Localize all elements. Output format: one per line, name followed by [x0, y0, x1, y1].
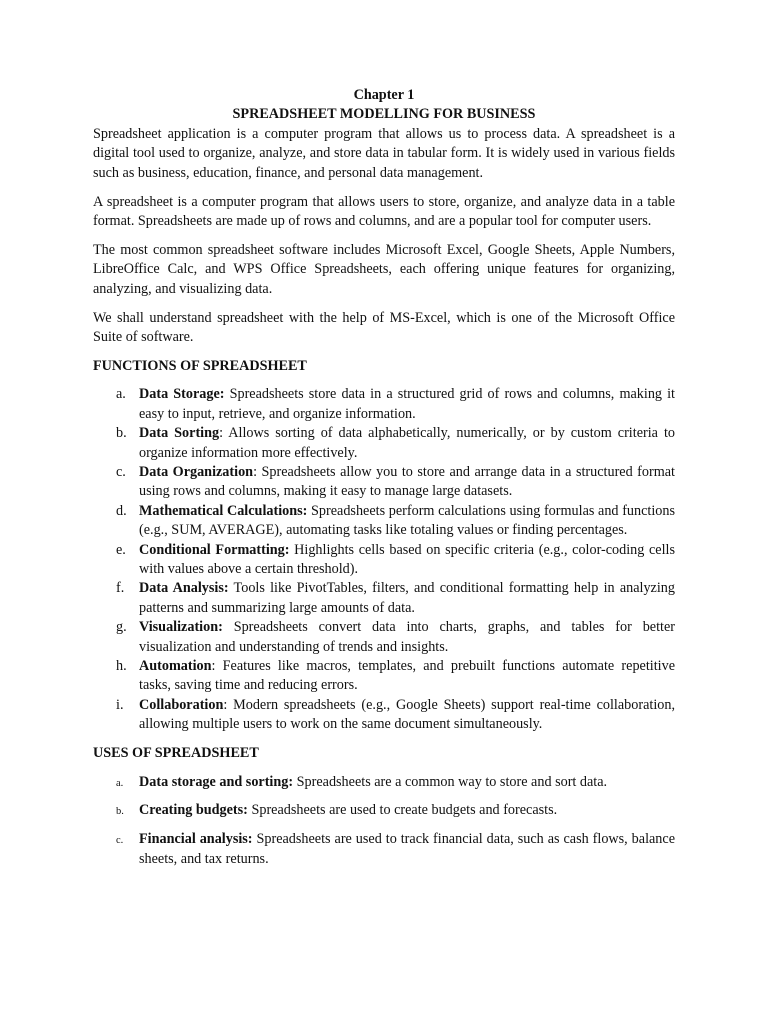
- document-page: [93, 86, 675, 879]
- item-text: : Modern spreadsheets (e.g., Google Sheets) support real-time collaboration, allowing multiple users to work on the same document simultaneously.: [139, 696, 675, 733]
- item-term: Data storage and sorting:: [139, 773, 294, 790]
- list-marker: g.: [116, 619, 127, 636]
- intro-paragraph-1: Spreadsheet application is a computer program that allows us to process data. A spreadsheet is a digital tool used to organize, analyze, and store data in tabular form. It is widely used in various fields such as business, education, finance, and personal data management.: [93, 125, 675, 181]
- list-marker: a.: [116, 777, 124, 789]
- list-item: [93, 773, 675, 792]
- item-text: Tools like PivotTables, filters, and conditional formatting help in analyzing patterns and summarizing large amounts of data.: [139, 580, 675, 616]
- item-term: Collaboration: [139, 696, 224, 713]
- item-term: Mathematical Calculations:: [139, 502, 308, 519]
- item-text: Spreadsheets perform calculations using formulas and functions (e.g., SUM, AVERAGE), automating tasks like totaling values or finding percentages.: [139, 502, 675, 539]
- item-term: Data Storage:: [139, 386, 225, 403]
- list-item: [93, 579, 675, 618]
- item-term: Financial analysis:: [139, 831, 253, 848]
- list-item: [93, 463, 675, 502]
- list-marker: d.: [116, 502, 127, 519]
- list-item: [93, 657, 675, 696]
- intro-paragraph-3: The most common spreadsheet software includes Microsoft Excel, Google Sheets, Apple Numbers, LibreOffice Calc, and WPS Office Spreadsheets, each offering unique features for organizing, analyzing, and visualizing data.: [93, 241, 675, 297]
- uses-list: [93, 773, 675, 870]
- list-marker: b.: [116, 425, 127, 442]
- list-item: [93, 424, 675, 463]
- list-marker: a.: [116, 386, 126, 403]
- list-item: [93, 696, 675, 735]
- item-text: Spreadsheets are used to create budgets and forecasts.: [247, 802, 558, 819]
- item-text: : Spreadsheets allow you to store and arrange data in a structured format using rows and columns, making it easy to manage large datasets.: [139, 463, 675, 500]
- item-text: Spreadsheets are used to track financial data, such as cash flows, balance sheets, and tax returns.: [139, 831, 675, 867]
- chapter-number: Chapter 1: [353, 87, 415, 103]
- item-text: Spreadsheets are a common way to store and sort data.: [293, 773, 608, 790]
- item-text: Highlights cells based on specific criteria (e.g., color-coding cells with values above a certain threshold).: [139, 541, 676, 577]
- intro-paragraph-4: We shall understand spreadsheet with the help of MS-Excel, which is one of the Microsoft Office Suite of software.: [93, 309, 675, 345]
- list-item: [93, 830, 675, 869]
- functions-list: [93, 385, 675, 734]
- item-term: Data Analysis:: [139, 580, 229, 597]
- list-item: [93, 385, 675, 424]
- functions-heading: FUNCTIONS OF SPREADSHEET: [93, 357, 307, 374]
- list-marker: f.: [116, 580, 125, 597]
- list-marker: b.: [116, 806, 124, 818]
- item-text: : Features like macros, templates, and prebuilt functions automate repetitive tasks, saving time and reducing errors.: [139, 657, 675, 694]
- item-term: Automation: [139, 657, 212, 674]
- list-marker: i.: [116, 696, 124, 713]
- item-text: : Allows sorting of data alphabetically, numerically, or by custom criteria to organize information more effectively.: [139, 425, 675, 461]
- list-marker: c.: [116, 463, 126, 480]
- uses-heading: USES OF SPREADSHEET: [93, 745, 259, 762]
- item-term: Conditional Formatting:: [139, 541, 290, 558]
- list-marker: c.: [116, 835, 124, 847]
- item-term: Creating budgets:: [139, 802, 248, 819]
- item-text: Spreadsheets store data in a structured grid of rows and columns, making it easy to input, retrieve, and organize information.: [139, 386, 675, 422]
- list-marker: h.: [116, 657, 127, 674]
- list-item: [93, 502, 675, 541]
- item-term: Data Sorting: [139, 425, 220, 442]
- list-item: [93, 801, 675, 820]
- item-term: Visualization:: [139, 619, 223, 636]
- item-term: Data Organization: [139, 463, 254, 480]
- item-text: Spreadsheets convert data into charts, graphs, and tables for better visualization and understanding of trends and insights.: [139, 619, 675, 655]
- list-item: [93, 541, 675, 580]
- chapter-title: SPREADSHEET MODELLING FOR BUSINESS: [232, 106, 536, 123]
- list-marker: e.: [116, 541, 126, 558]
- intro-paragraph-2: A spreadsheet is a computer program that allows users to store, organize, and analyze data in a table format. Spreadsheets are made up of rows and columns, and are a popular tool for computer users.: [93, 193, 675, 229]
- list-item: [93, 618, 675, 657]
